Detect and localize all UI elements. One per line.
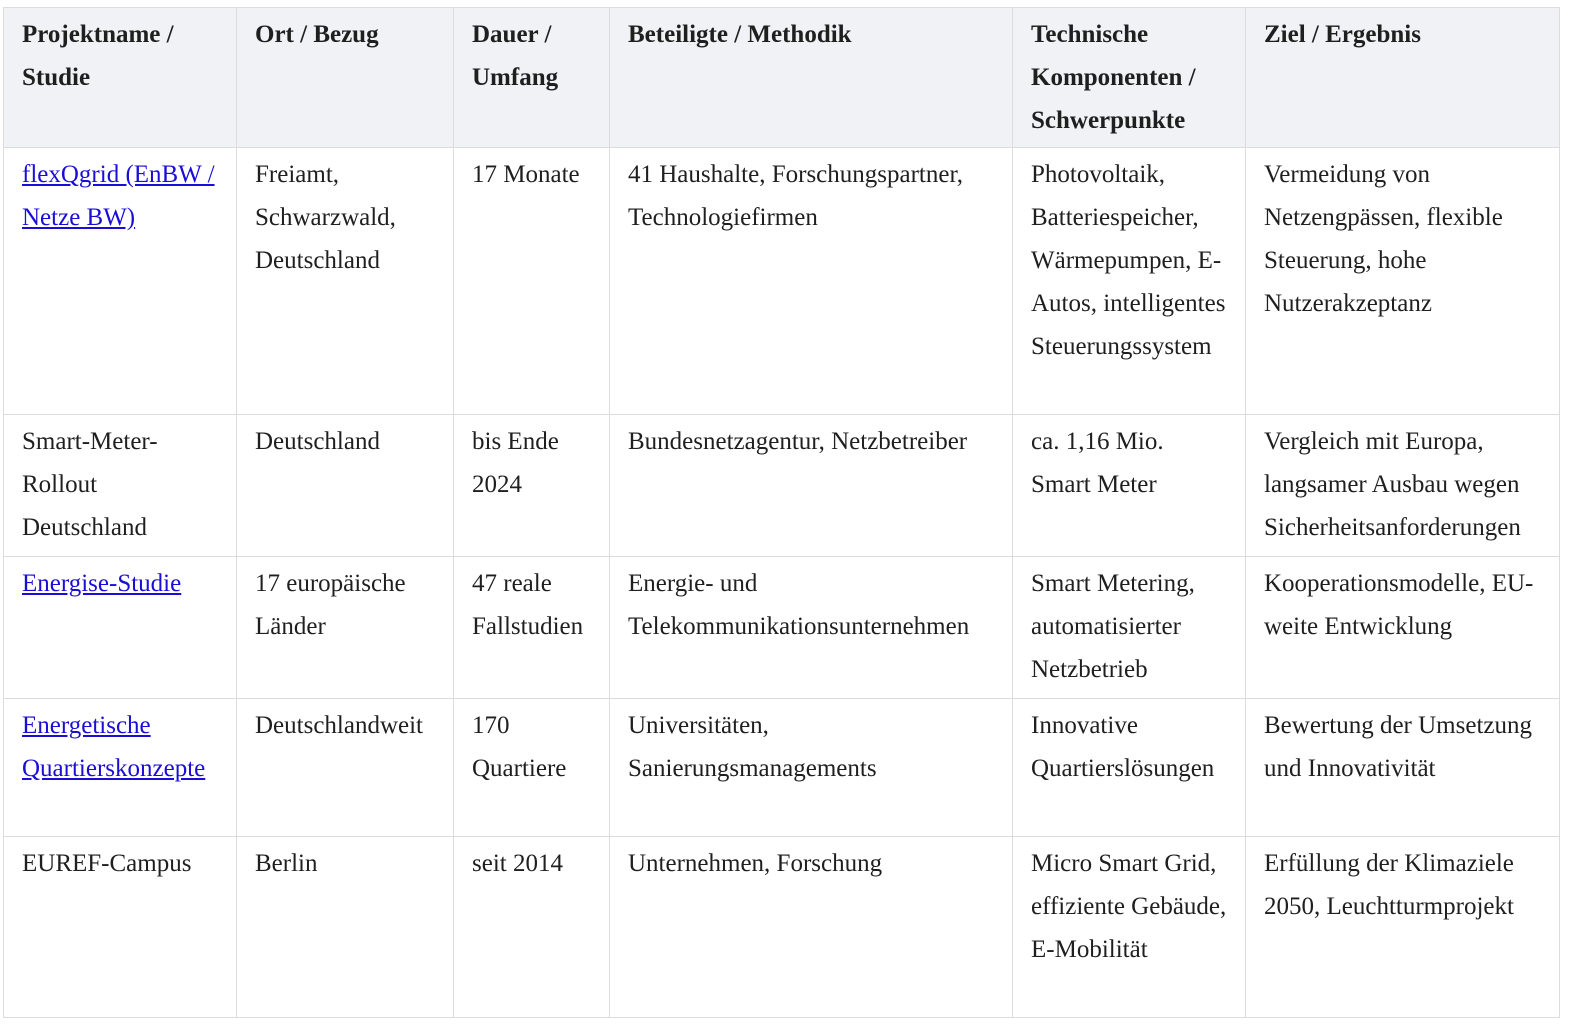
cell-name	[4, 557, 237, 699]
header-ziel: Ziel / Ergebnis	[1246, 8, 1560, 148]
cell-ziel: Erfüllung der Klimaziele 2050, Leuchtturmprojekt	[1246, 837, 1560, 1018]
cell-beteiligte: Energie- und Telekommunikationsunternehmen	[610, 557, 1013, 699]
cell-ziel: Vermeidung von Netzengpässen, flexible Steuerung, hohe Nutzerakzeptanz	[1246, 148, 1560, 415]
cell-ort: Freiamt, Schwarzwald, Deutschland	[237, 148, 454, 415]
table-body	[4, 148, 1560, 1018]
cell-dauer: 17 Monate	[454, 148, 610, 415]
cell-beteiligte: Bundesnetzagentur, Netzbetreiber	[610, 415, 1013, 557]
project-link-energise[interactable]: Energise-Studie	[22, 570, 182, 597]
cell-name: EUREF-Campus	[4, 837, 237, 1018]
cell-ziel: Bewertung der Umsetzung und Innovativität	[1246, 699, 1560, 837]
cell-dauer: 170 Quartiere	[454, 699, 610, 837]
project-link-flexqgrid[interactable]: flexQgrid (EnBW / Netze BW)	[22, 161, 215, 231]
cell-komponenten: ca. 1,16 Mio. Smart Meter	[1013, 415, 1246, 557]
cell-name: Smart-Meter-Rollout Deutschland	[4, 415, 237, 557]
table-row	[4, 557, 1560, 699]
project-link-quartierskonzepte[interactable]: Energetische Quartierskonzepte	[22, 712, 206, 782]
cell-beteiligte: Universitäten, Sanierungsmanagements	[610, 699, 1013, 837]
cell-komponenten: Photovoltaik, Batteriespeicher, Wärmepumpen, E-Autos, intelligentes Steuerungssystem	[1013, 148, 1246, 415]
cell-ziel: Vergleich mit Europa, langsamer Ausbau wegen Sicherheitsanforderungen	[1246, 415, 1560, 557]
cell-komponenten: Innovative Quartierslösungen	[1013, 699, 1246, 837]
table-row	[4, 148, 1560, 415]
cell-ort: Berlin	[237, 837, 454, 1018]
header-komponenten: Technische Komponenten / Schwerpunkte	[1013, 8, 1246, 148]
header-projektname: Projektname / Studie	[4, 8, 237, 148]
cell-dauer: 47 reale Fallstudien	[454, 557, 610, 699]
cell-beteiligte: Unternehmen, Forschung	[610, 837, 1013, 1018]
cell-ort: 17 europäische Länder	[237, 557, 454, 699]
cell-ort: Deutschlandweit	[237, 699, 454, 837]
cell-dauer: seit 2014	[454, 837, 610, 1018]
cell-komponenten: Smart Metering, automatisierter Netzbetrieb	[1013, 557, 1246, 699]
header-beteiligte: Beteiligte / Methodik	[610, 8, 1013, 148]
table-row	[4, 699, 1560, 837]
cell-komponenten: Micro Smart Grid, effiziente Gebäude, E-Mobilität	[1013, 837, 1246, 1018]
projects-table	[3, 7, 1560, 1018]
table-header	[4, 8, 1560, 148]
cell-ziel: Kooperationsmodelle, EU-weite Entwicklung	[1246, 557, 1560, 699]
header-ort: Ort / Bezug	[237, 8, 454, 148]
cell-name	[4, 148, 237, 415]
cell-beteiligte: 41 Haushalte, Forschungspartner, Technologiefirmen	[610, 148, 1013, 415]
table-row	[4, 415, 1560, 557]
cell-ort: Deutschland	[237, 415, 454, 557]
cell-name	[4, 699, 237, 837]
table-row	[4, 837, 1560, 1018]
header-row	[4, 8, 1560, 148]
cell-dauer: bis Ende 2024	[454, 415, 610, 557]
header-dauer: Dauer / Umfang	[454, 8, 610, 148]
